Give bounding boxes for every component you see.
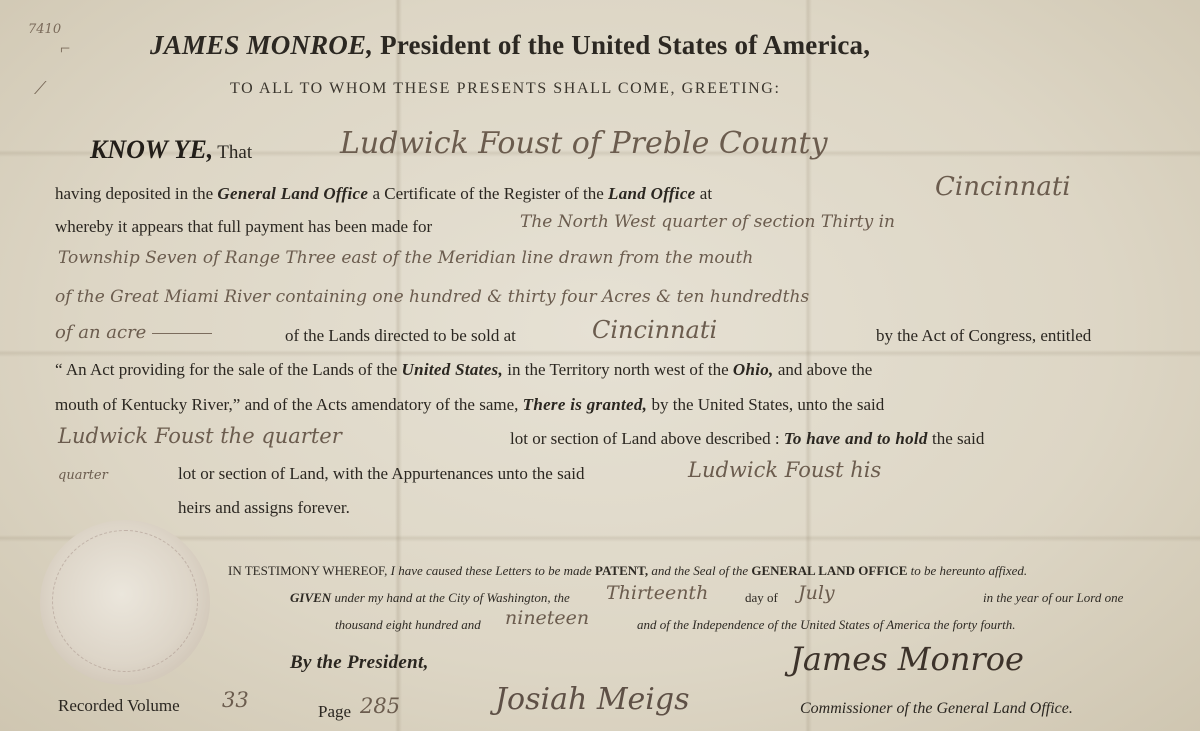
united-states-text: United States, bbox=[401, 360, 504, 379]
there-is-granted-text: There is granted, bbox=[522, 395, 648, 414]
seal-of-text: and the Seal of the bbox=[651, 563, 749, 578]
know-ye-line bbox=[90, 135, 252, 165]
general-land-office-text: General Land Office bbox=[217, 184, 369, 203]
independence-text: and of the Independence of the United States of America the forty fourth. bbox=[637, 617, 1016, 632]
patent-text: PATENT, bbox=[595, 563, 649, 578]
acre-text: of an acre bbox=[55, 322, 147, 343]
act-text-a: “ An Act providing for the sale of the Lands of the bbox=[55, 360, 398, 379]
know-ye: KNOW YE, bbox=[90, 135, 214, 164]
page-title bbox=[150, 30, 870, 61]
recorded-volume-label: Recorded Volume bbox=[58, 696, 180, 715]
act-title-line bbox=[55, 360, 872, 380]
testimony-line-1 bbox=[228, 563, 1027, 579]
grantee-handwritten-2: Ludwick Foust the quarter bbox=[58, 424, 342, 448]
that-word: That bbox=[217, 142, 253, 163]
land-described-text: lot or section of Land above described : bbox=[510, 429, 780, 448]
affixed-text: to be hereunto affixed. bbox=[910, 563, 1028, 578]
letters-text: I have caused these Letters to be made bbox=[390, 563, 592, 578]
amendatory-text: mouth of Kentucky River,” and of the Acts amendatory of the same, bbox=[55, 395, 519, 414]
thousand-text: thousand eight hundred and bbox=[335, 617, 481, 632]
pen-mark-icon: ⌐ bbox=[60, 38, 71, 58]
commissioner-signature: Josiah Meigs bbox=[495, 682, 690, 717]
sale-city-handwritten: Cincinnati bbox=[592, 316, 718, 344]
day-of-text: day of bbox=[745, 590, 778, 605]
president-signature: James Monroe bbox=[790, 640, 1024, 678]
day-handwritten: Thirteenth bbox=[606, 582, 709, 604]
general-land-office-caps: GENERAL LAND OFFICE bbox=[751, 563, 908, 578]
office-city-handwritten: Cincinnati bbox=[935, 172, 1071, 202]
deposit-text-e: at bbox=[699, 184, 713, 203]
ohio-text: Ohio, bbox=[732, 360, 774, 379]
appurtenances-line: lot or section of Land, with the Appurtenances unto the said bbox=[178, 464, 585, 483]
testimony-line-2 bbox=[290, 590, 570, 606]
title-name: JAMES MONROE, bbox=[150, 30, 374, 60]
grantee-handwritten-3: Ludwick Foust his bbox=[688, 458, 882, 482]
seal-ring bbox=[52, 530, 198, 672]
given-text: GIVEN bbox=[290, 590, 332, 605]
heirs-line: heirs and assigns forever. bbox=[178, 498, 350, 517]
land-description-2: Township Seven of Range Three east of the Meridian line drawn from the mouth bbox=[58, 248, 754, 268]
land-description-4 bbox=[55, 322, 212, 343]
to-have-and-to-hold-text: To have and to hold bbox=[783, 429, 928, 448]
greeting: TO ALL TO WHOM THESE PRESENTS SHALL COME, GREETING: bbox=[230, 80, 781, 97]
page-label: Page bbox=[318, 702, 352, 721]
embossed-seal bbox=[40, 520, 210, 685]
title-rest: President of the United States of America, bbox=[380, 30, 871, 60]
the-said-text: the said bbox=[932, 429, 985, 448]
lands-directed-text: of the Lands directed to be sold at bbox=[285, 326, 516, 345]
commissioner-title: Commissioner of the General Land Office. bbox=[800, 700, 1073, 717]
deposit-text-a: having deposited in the bbox=[55, 184, 214, 203]
land-description-1: The North West quarter of section Thirty in bbox=[520, 212, 895, 232]
dash-line bbox=[152, 333, 212, 334]
act-text-e: and above the bbox=[777, 360, 873, 379]
volume-handwritten: 33 bbox=[222, 688, 249, 712]
corner-number: 7410 bbox=[28, 22, 62, 37]
year-of-lord-text: in the year of our Lord one bbox=[983, 590, 1124, 605]
payment-line: whereby it appears that full payment has been made for bbox=[55, 217, 433, 236]
unto-said-text: by the United States, unto the said bbox=[651, 395, 885, 414]
under-hand-text: under my hand at the City of Washington, the bbox=[334, 590, 570, 605]
month-handwritten: July bbox=[798, 582, 835, 604]
deposit-text-c: a Certificate of the Register of the bbox=[372, 184, 604, 203]
page-handwritten: 285 bbox=[360, 694, 401, 718]
act-of-congress-text: by the Act of Congress, entitled bbox=[876, 326, 1092, 345]
land-description-3: of the Great Miami River containing one hundred & thirty four Acres & ten hundredths bbox=[55, 287, 810, 307]
year-handwritten: nineteen bbox=[505, 607, 590, 629]
amendatory-line bbox=[55, 395, 884, 415]
deposit-line bbox=[55, 184, 712, 204]
in-testimony-text: IN TESTIMONY WHEREOF, bbox=[228, 563, 388, 578]
land-office-text: Land Office bbox=[608, 184, 696, 203]
act-text-c: in the Territory north west of the bbox=[507, 360, 729, 379]
grantee-handwritten: Ludwick Foust of Preble County bbox=[340, 126, 828, 161]
pen-stroke-icon: ⟋ bbox=[34, 78, 47, 98]
habendum-line bbox=[510, 429, 984, 449]
by-the-president: By the President, bbox=[290, 652, 429, 673]
quarter-handwritten: quarter bbox=[58, 468, 108, 483]
